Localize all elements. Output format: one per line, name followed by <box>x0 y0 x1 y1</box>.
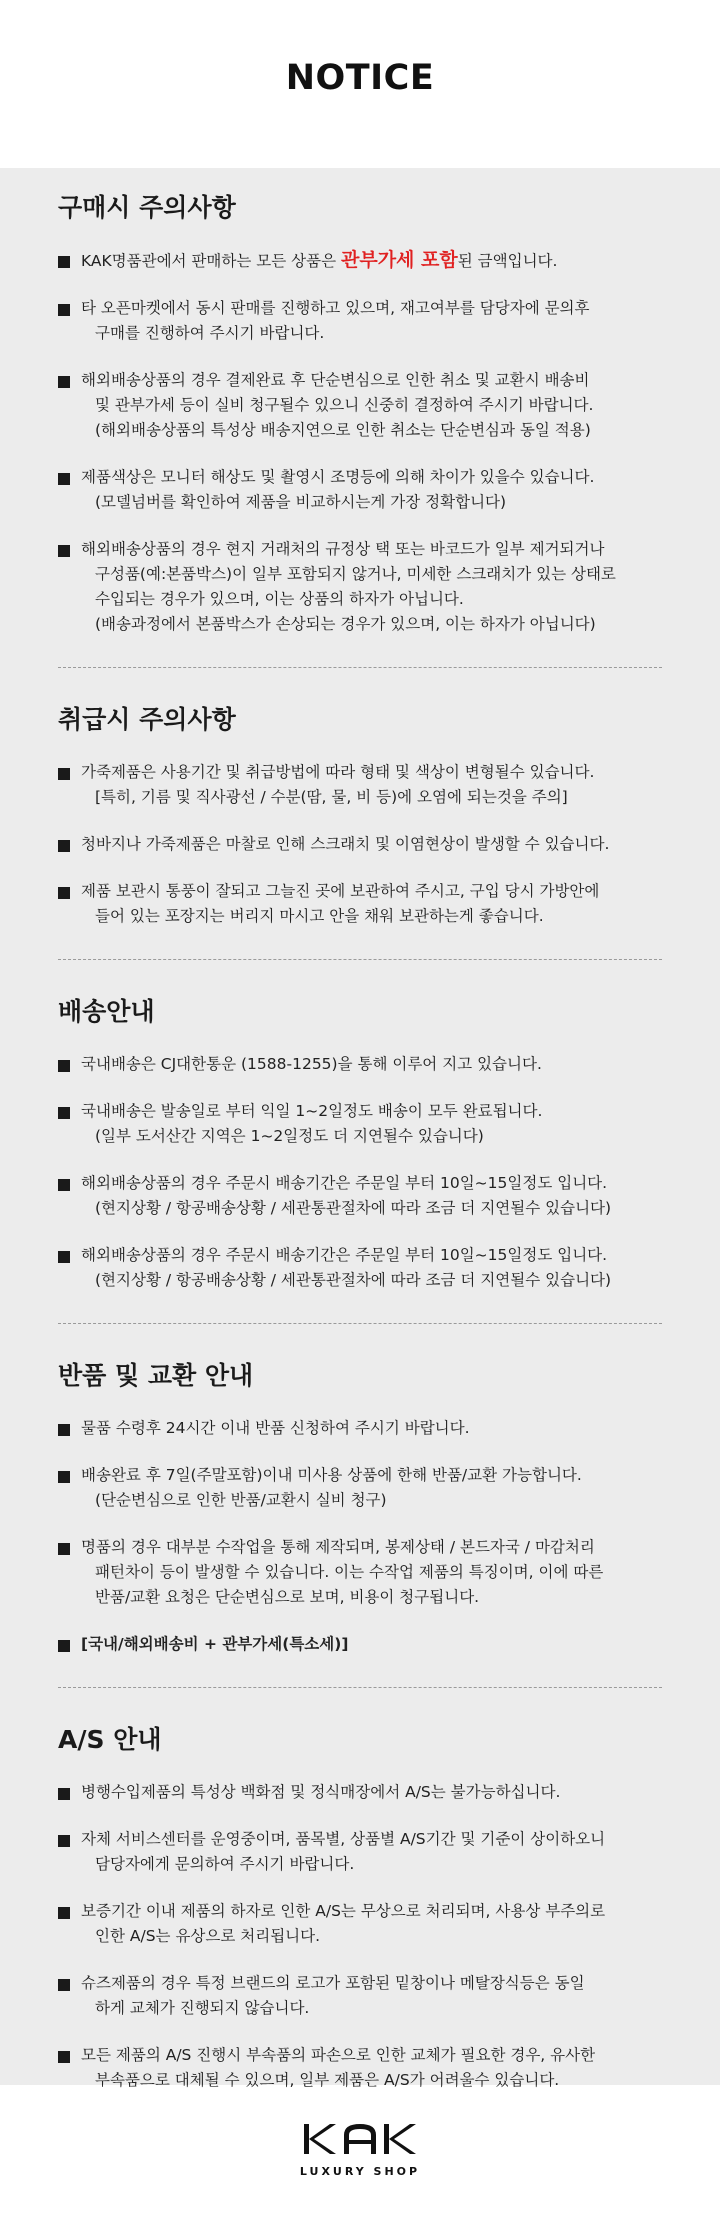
notice-line: 가죽제품은 사용기간 및 취급방법에 따라 형태 및 색상이 변형될수 있습니다. <box>81 763 595 781</box>
notice-line: 국내배송은 CJ대한통운 (1588-1255)을 통해 이루어 지고 있습니다. <box>81 1055 542 1073</box>
notice-item <box>58 465 662 515</box>
section-title: 반품 및 교환 안내 <box>58 1361 254 1390</box>
notice-item-text <box>81 1416 662 1441</box>
notice-line: 하게 교체가 진행되지 않습니다. <box>95 1999 310 2017</box>
notice-line: (모델넘버를 확인하여 제품을 비교하시는게 가장 정확합니다) <box>95 493 507 511</box>
square-bullet-icon <box>58 2051 70 2063</box>
notice-item-text <box>81 1099 662 1149</box>
notice-line: 명품의 경우 대부분 수작업을 통해 제작되며, 봉제상태 / 본드자국 / 마감처리 <box>81 1538 595 1556</box>
notice-line: 구매를 진행하여 주시기 바랍니다. <box>95 324 325 342</box>
page-title: NOTICE <box>285 58 435 98</box>
notice-item-text <box>81 537 662 637</box>
notice-line: 반품/교환 요청은 단순변심으로 보며, 비용이 청구됩니다. <box>95 1588 480 1606</box>
notice-item-text <box>81 879 662 929</box>
notice-item-text <box>81 1052 662 1077</box>
section-title: 구매시 주의사항 <box>58 193 236 222</box>
notice-item <box>58 1099 662 1149</box>
notice-item <box>58 1416 662 1441</box>
square-bullet-icon <box>58 1979 70 1991</box>
square-bullet-icon <box>58 304 70 316</box>
square-bullet-icon <box>58 1179 70 1191</box>
notice-item <box>58 368 662 443</box>
square-bullet-icon <box>58 887 70 899</box>
square-bullet-icon <box>58 545 70 557</box>
notice-line: 담당자에게 문의하여 주시기 바랍니다. <box>95 1855 355 1873</box>
notice-item-text <box>81 1899 662 1949</box>
notice-item-text <box>81 1463 662 1513</box>
notice-item-text <box>81 248 662 274</box>
notice-list <box>58 1780 662 2093</box>
notice-list <box>58 1052 662 1293</box>
notice-item-text <box>81 832 662 857</box>
notice-line: 물품 수령후 24시간 이내 반품 신청하여 주시기 바랍니다. <box>81 1419 470 1437</box>
notice-text: KAK명품관에서 판매하는 모든 상품은 <box>81 252 341 270</box>
notice-item <box>58 1052 662 1077</box>
notice-item-text <box>81 1535 662 1610</box>
notice-line: (단순변심으로 인한 반품/교환시 실비 청구) <box>95 1491 387 1509</box>
page-footer <box>0 2085 720 2215</box>
square-bullet-icon <box>58 1251 70 1263</box>
square-bullet-icon <box>58 256 70 268</box>
notice-item <box>58 248 662 274</box>
square-bullet-icon <box>58 1060 70 1072</box>
notice-item-text <box>81 368 662 443</box>
notice-line: 해외배송상품의 경우 주문시 배송기간은 주문일 부터 10일~15일정도 입니다. <box>81 1246 608 1264</box>
notice-line: 부속품으로 대체될 수 있으며, 일부 제품은 A/S가 어려울수 있습니다. <box>95 2071 560 2089</box>
notice-item-text <box>81 296 662 346</box>
notice-line: 해외배송상품의 경우 현지 거래처의 규정상 택 또는 바코드가 일부 제거되거나 <box>81 540 605 558</box>
notice-line: 인한 A/S는 유상으로 처리됩니다. <box>95 1927 321 1945</box>
notice-line: 배송완료 후 7일(주말포함)이내 미사용 상품에 한해 반품/교환 가능합니다. <box>81 1466 582 1484</box>
notice-item-text <box>81 1171 662 1221</box>
notice-line: 들어 있는 포장지는 버리지 마시고 안을 채워 보관하는게 좋습니다. <box>95 907 544 925</box>
notice-line: 해외배송상품의 경우 결제완료 후 단순변심으로 인한 취소 및 교환시 배송비 <box>81 371 590 389</box>
square-bullet-icon <box>58 840 70 852</box>
notice-item-text <box>81 465 662 515</box>
notice-item <box>58 1827 662 1877</box>
notice-line: 패턴차이 등이 발생할 수 있습니다. 이는 수작업 제품의 특징이며, 이에 따른 <box>95 1563 604 1581</box>
notice-line: 자체 서비스센터를 운영중이며, 품목별, 상품별 A/S기간 및 기준이 상이하오니 <box>81 1830 606 1848</box>
notice-item-text <box>81 1243 662 1293</box>
notice-item <box>58 760 662 810</box>
square-bullet-icon <box>58 1107 70 1119</box>
section-divider <box>58 1323 662 1324</box>
notice-line: [국내/해외배송비 + 관부가세(특소세)] <box>81 1635 349 1653</box>
notice-item <box>58 1899 662 1949</box>
section-title: A/S 안내 <box>58 1725 162 1754</box>
square-bullet-icon <box>58 1640 70 1652</box>
notice-line: (현지상황 / 항공배송상황 / 세관통관절차에 따라 조금 더 지연될수 있습니다) <box>95 1199 612 1217</box>
notice-item <box>58 537 662 637</box>
notice-item <box>58 1463 662 1513</box>
page-header <box>0 0 720 168</box>
notice-line: 및 관부가세 등이 실비 청구될수 있으니 신중히 결정하여 주시기 바랍니다. <box>95 396 594 414</box>
square-bullet-icon <box>58 1907 70 1919</box>
notice-section <box>58 1356 662 1657</box>
notice-list <box>58 760 662 929</box>
notice-line: (일부 도서산간 지역은 1~2일정도 더 지연될수 있습니다) <box>95 1127 484 1145</box>
notice-item <box>58 1971 662 2021</box>
notice-line: 보증기간 이내 제품의 하자로 인한 A/S는 무상으로 처리되며, 사용상 부주의로 <box>81 1902 606 1920</box>
notice-line: 제품색상은 모니터 해상도 및 촬영시 조명등에 의해 차이가 있을수 있습니다. <box>81 468 595 486</box>
notice-line: 청바지나 가죽제품은 마찰로 인해 스크래치 및 이염현상이 발생할 수 있습니다. <box>81 835 610 853</box>
square-bullet-icon <box>58 1835 70 1847</box>
square-bullet-icon <box>58 1788 70 1800</box>
notice-item <box>58 296 662 346</box>
notice-list <box>58 1416 662 1657</box>
notice-line: 슈즈제품의 경우 특정 브랜드의 로고가 포함된 밑창이나 메탈장식등은 동일 <box>81 1974 585 1992</box>
notice-section <box>58 992 662 1293</box>
notice-item <box>58 879 662 929</box>
notice-item-text <box>81 1632 662 1657</box>
logo-subtitle: LUXURY SHOP <box>299 2165 421 2178</box>
section-divider <box>58 667 662 668</box>
square-bullet-icon <box>58 473 70 485</box>
kak-logo-mark <box>300 2121 420 2157</box>
notice-text: 된 금액입니다. <box>457 252 558 270</box>
notice-line: 국내배송은 발송일로 부터 익일 1~2일정도 배송이 모두 완료됩니다. <box>81 1102 543 1120</box>
notice-item <box>58 1171 662 1221</box>
notice-line: 수입되는 경우가 있으며, 이는 상품의 하자가 아닙니다. <box>95 590 464 608</box>
notice-line: (해외배송상품의 특성상 배송지연으로 인한 취소는 단순변심과 동일 적용) <box>95 421 591 439</box>
notice-line: 병행수입제품의 특성상 백화점 및 정식매장에서 A/S는 불가능하십니다. <box>81 1783 561 1801</box>
section-title: 배송안내 <box>58 997 155 1026</box>
section-title: 취급시 주의사항 <box>58 705 236 734</box>
notice-item <box>58 1780 662 1805</box>
square-bullet-icon <box>58 1424 70 1436</box>
square-bullet-icon <box>58 1471 70 1483</box>
notice-item <box>58 1535 662 1610</box>
notice-section <box>58 188 662 637</box>
notice-content <box>0 168 720 2089</box>
notice-line: 해외배송상품의 경우 주문시 배송기간은 주문일 부터 10일~15일정도 입니다. <box>81 1174 608 1192</box>
notice-list <box>58 248 662 637</box>
notice-item-text <box>81 1971 662 2021</box>
notice-item-text <box>81 760 662 810</box>
section-divider <box>58 959 662 960</box>
notice-line: 제품 보관시 통풍이 잘되고 그늘진 곳에 보관하여 주시고, 구입 당시 가방안에 <box>81 882 600 900</box>
notice-item-text <box>81 1780 662 1805</box>
notice-line: [특히, 기름 및 직사광선 / 수분(땀, 물, 비 등)에 오염에 되는것을 주의] <box>95 788 568 806</box>
notice-line <box>81 248 662 274</box>
notice-section <box>58 1720 662 2093</box>
notice-item <box>58 2043 662 2093</box>
square-bullet-icon <box>58 768 70 780</box>
notice-item-text <box>81 1827 662 1877</box>
section-divider <box>58 1687 662 1688</box>
brand-logo <box>0 2085 720 2178</box>
square-bullet-icon <box>58 376 70 388</box>
notice-line: (현지상황 / 항공배송상황 / 세관통관절차에 따라 조금 더 지연될수 있습니다) <box>95 1271 612 1289</box>
notice-line: (배송과정에서 본품박스가 손상되는 경우가 있으며, 이는 하자가 아닙니다) <box>95 615 596 633</box>
notice-item <box>58 1243 662 1293</box>
highlight-text: 관부가세 포함 <box>341 249 458 271</box>
notice-item-text <box>81 2043 662 2093</box>
notice-item <box>58 1632 662 1657</box>
notice-line: 타 오픈마켓에서 동시 판매를 진행하고 있으며, 재고여부를 담당자에 문의후 <box>81 299 590 317</box>
square-bullet-icon <box>58 1543 70 1555</box>
notice-line: 구성품(예:본품박스)이 일부 포함되지 않거나, 미세한 스크래치가 있는 상태로 <box>95 565 616 583</box>
notice-line: 모든 제품의 A/S 진행시 부속품의 파손으로 인한 교체가 필요한 경우, 유사한 <box>81 2046 596 2064</box>
notice-item <box>58 832 662 857</box>
notice-section <box>58 700 662 929</box>
